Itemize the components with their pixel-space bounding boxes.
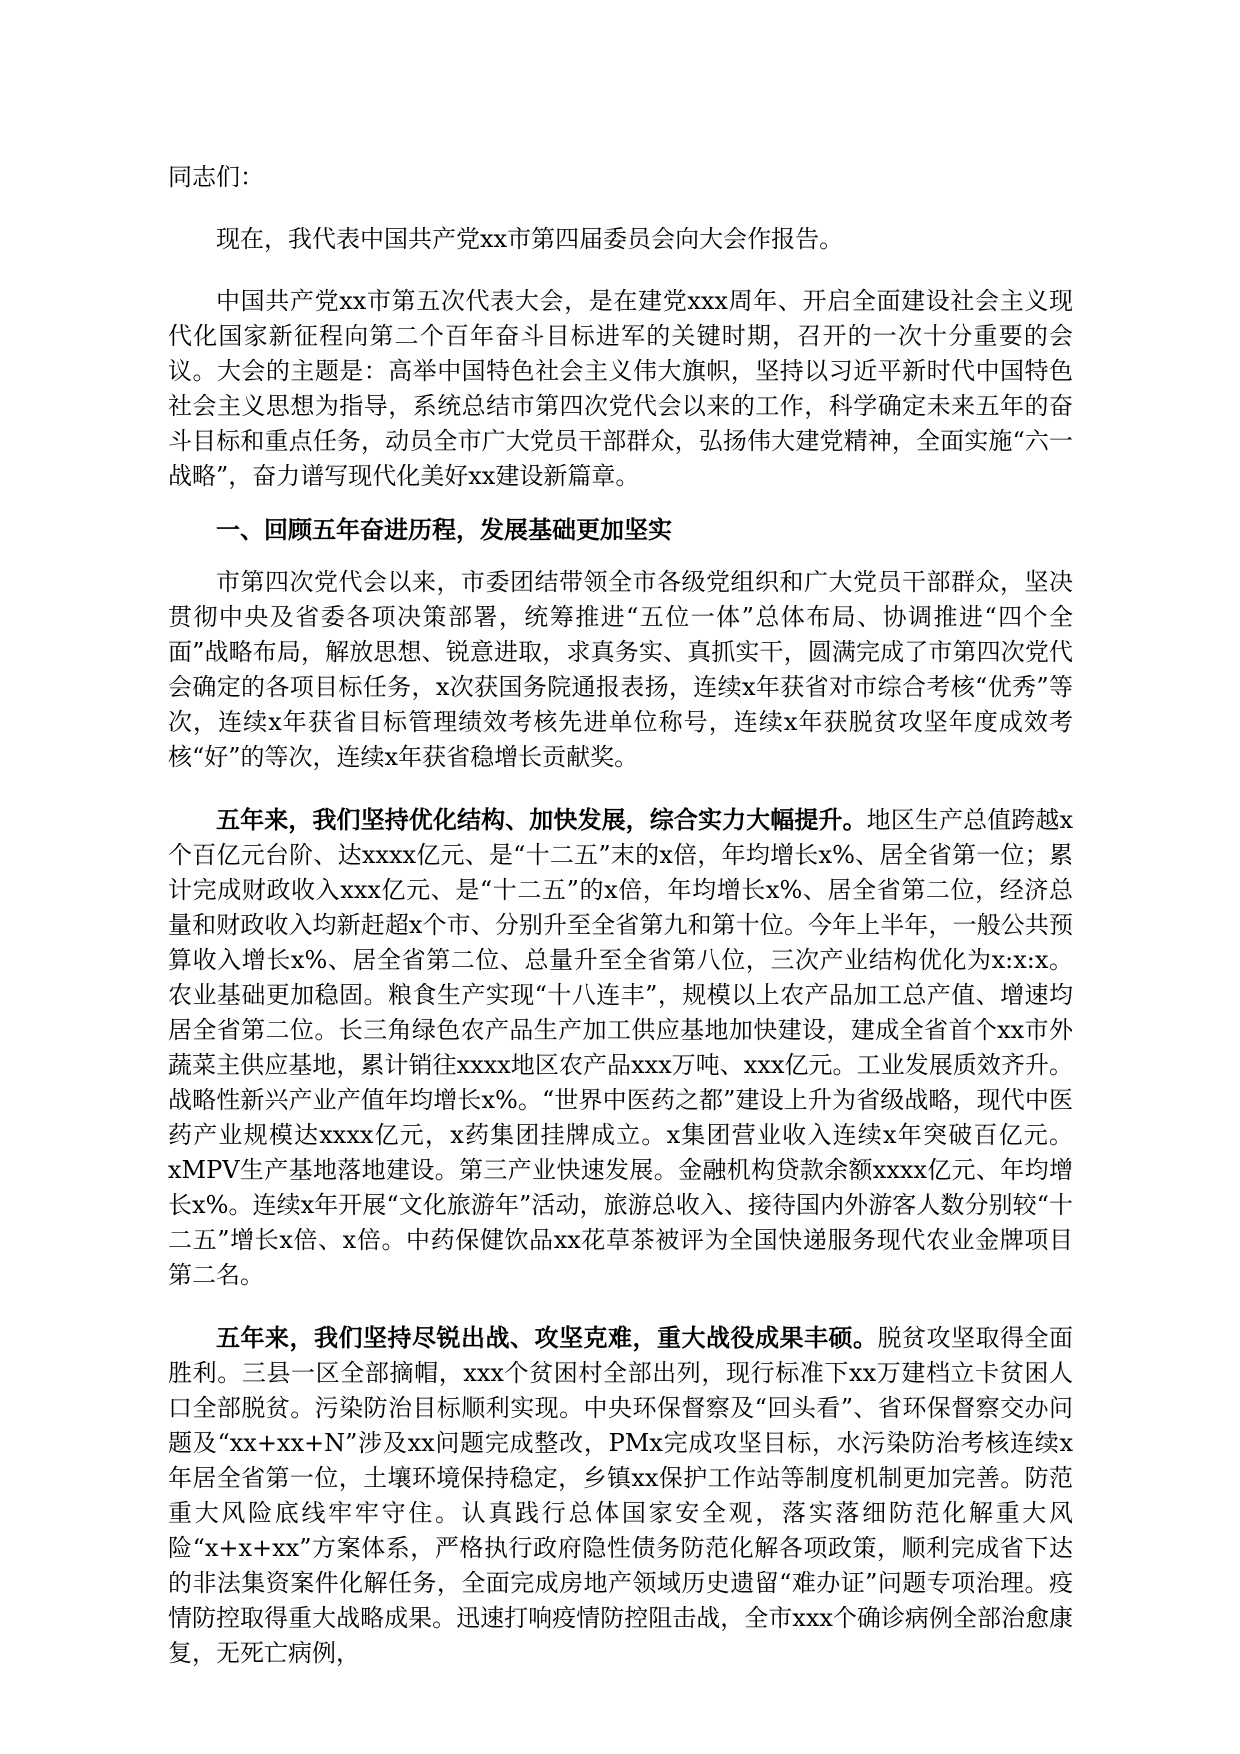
economy-paragraph: [168, 802, 1073, 1293]
battle-body-text: 脱贫攻坚取得全面胜利。三县一区全部摘帽，xxx个贫困村全部出列，现行标准下xx万建档立卡贫困人口全部脱贫。污染防治目标顺利实现。中央环保督察及“回头看”、省环保督察交办问题及“xx+xx+N”涉及xx问题完成整改，PMx完成攻坚目标，水污染防治考核连续x年居全省第一位，土壤环境保持稳定，乡镇xx保护工作站等制度机制更加完善。防范重大风险底线牢牢守住。认真践行总体国家安全观，落实落细防范化解重大风险“x+x+xx”方案体系，严格执行政府隐性债务防范化解各项政策，顺利完成省下达的非法集资案件化解任务，全面完成房地产领域历史遗留“难办证”问题专项治理。疫情防控取得重大战略成果。迅速打响疫情防控阻击战，全市xxx个确诊病例全部治愈康复，无死亡病例，: [168, 1324, 1073, 1667]
section-heading-1: 一、回顾五年奋进历程，发展基础更加坚实: [216, 515, 672, 544]
battle-lead-sentence: 五年来，我们坚持尽锐出战、攻坚克难，重大战役成果丰硕。: [216, 1323, 878, 1352]
document-page: [168, 160, 1073, 1698]
congress-paragraph: 中国共产党xx市第五次代表大会，是在建党xxx周年、开启全面建设社会主义现代化国家新征程向第二个百年奋斗目标进军的关键时期，召开的一次十分重要的会议。大会的主题是：高举中国特色社会主义伟大旗帜，坚持以习近平新时代中国特色社会主义思想为指导，系统总结市第四次党代会以来的工作，科学确定未来五年的奋斗目标和重点任务，动员全市广大党员干部群众，弘扬伟大建党精神，全面实施“六一战略”，奋力谱写现代化美好xx建设新篇章。: [168, 287, 1073, 490]
review-paragraph: 市第四次党代会以来，市委团结带领全市各级党组织和广大党员干部群众，坚决贯彻中央及省委各项决策部署，统筹推进“五位一体”总体布局、协调推进“四个全面”战略布局，解放思想、锐意进取，求真务实、真抓实干，圆满完成了市第四次党代会确定的各项目标任务，x次获国务院通报表扬，连续x年获省对市综合考核“优秀”等次，连续x年获省目标管理绩效考核先进单位称号，连续x年获脱贫攻坚年度成效考核“好”的等次，连续x年获省稳增长贡献奖。: [168, 568, 1073, 771]
salutation: 同志们：: [168, 163, 264, 191]
economy-lead-sentence: 五年来，我们坚持优化结构、加快发展，综合实力大幅提升。: [216, 805, 867, 834]
intro-paragraph: 现在，我代表中国共产党xx市第四届委员会向大会作报告。: [216, 225, 844, 253]
economy-body-text: 地区生产总值跨越x个百亿元台阶、达xxxx亿元、是“十二五”末的x倍，年均增长x%、居全省第一位；累计完成财政收入xxx亿元、是“十二五”的x倍，年均增长x%、居全省第二位，经济总量和财政收入均新赶超x个市、分别升至全省第九和第十位。今年上半年，一般公共预算收入增长x%、居全省第二位、总量升至全省第八位，三次产业结构优化为x:x:x。农业基础更加稳固。粮食生产实现“十八连丰”，规模以上农产品加工总产值、增速均居全省第二位。长三角绿色农产品生产加工供应基地加快建设，建成全省首个xx市外蔬菜主供应基地，累计销往xxxx地区农产品xxx万吨、xxx亿元。工业发展质效齐升。战略性新兴产业产值年均增长x%。“世界中医药之都”建设上升为省级战略，现代中医药产业规模达xxxx亿元，x药集团挂牌成立。x集团营业收入连续x年突破百亿元。xMPV生产基地落地建设。第三产业快速发展。金融机构贷款余额xxxx亿元、年均增长x%。连续x年开展“文化旅游年”活动，旅游总收入、接待国内外游客人数分别较“十二五”增长x倍、x倍。中药保健饮品xx花草茶被评为全国快递服务现代农业金牌项目第二名。: [168, 806, 1073, 1289]
battle-paragraph: [168, 1320, 1073, 1671]
